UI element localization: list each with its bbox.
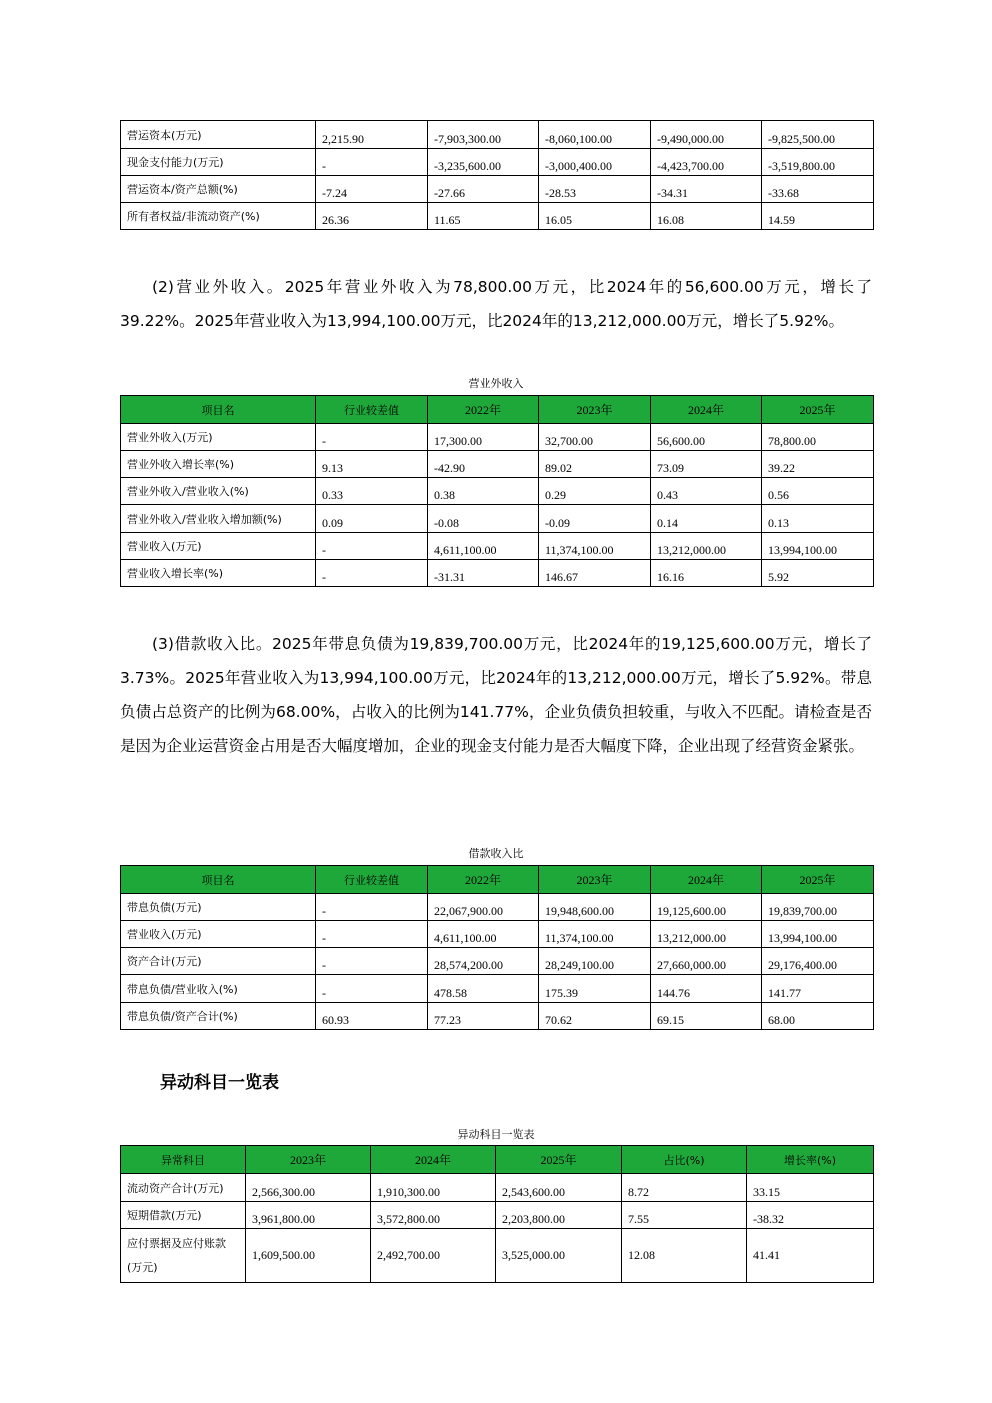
column-header: 增长率(%): [747, 1146, 874, 1174]
column-header: 行业较差值: [316, 866, 428, 894]
table-row: [121, 533, 874, 560]
section-heading: 异动科目一览表: [160, 1073, 279, 1093]
table-cell: 478.58: [428, 975, 539, 1003]
table-caption: 借款收入比: [468, 847, 524, 860]
column-header: 2023年: [539, 396, 651, 424]
table-cell: -0.08: [428, 505, 539, 533]
column-header: 项目名: [121, 396, 316, 424]
row-label: 带息负债(万元): [121, 894, 316, 921]
table-cell: 13,212,000.00: [651, 533, 762, 560]
row-label: 营业收入(万元): [121, 533, 316, 560]
table-cell: -3,519,800.00: [762, 149, 874, 176]
table-cell: 19,125,600.00: [651, 894, 762, 921]
table-cell: 11,374,100.00: [539, 533, 651, 560]
top-table: [120, 120, 874, 230]
row-label: 营业收入增长率(%): [121, 560, 316, 587]
table-cell: 16.08: [651, 203, 762, 230]
table-cell: 56,600.00: [651, 424, 762, 451]
table-cell: 175.39: [539, 975, 651, 1003]
table-cell: 146.67: [539, 560, 651, 587]
row-label: 营业外收入/营业收入增加额(%): [121, 505, 316, 533]
table-row: [121, 478, 874, 505]
table-cell: 73.09: [651, 451, 762, 478]
column-header: 2024年: [651, 396, 762, 424]
table-cell: -: [316, 560, 428, 587]
table-cell: 89.02: [539, 451, 651, 478]
table-cell: 2,543,600.00: [496, 1174, 622, 1202]
table-row: [121, 203, 874, 230]
table-cell: -34.31: [651, 176, 762, 203]
table-cell: -: [316, 533, 428, 560]
table-cell: 11.65: [428, 203, 539, 230]
table-cell: 3,961,800.00: [246, 1202, 371, 1229]
table-cell: -0.09: [539, 505, 651, 533]
borrowing-income-table: [120, 865, 874, 1030]
table-row: [121, 948, 874, 975]
table-cell: 0.14: [651, 505, 762, 533]
column-header: 2024年: [371, 1146, 496, 1174]
table-cell: 4,611,100.00: [428, 533, 539, 560]
table-cell: -9,825,500.00: [762, 121, 874, 149]
table-row: [121, 921, 874, 948]
column-header: 2024年: [651, 866, 762, 894]
row-label: 带息负债/资产合计(%): [121, 1003, 316, 1030]
table-cell: 5.92: [762, 560, 874, 587]
abnormal-items-table: [120, 1145, 874, 1283]
row-label: 资产合计(万元): [121, 948, 316, 975]
table-cell: -: [316, 894, 428, 921]
table-cell: 78,800.00: [762, 424, 874, 451]
table-row: [121, 1174, 874, 1202]
column-header: 2025年: [762, 866, 874, 894]
table-cell: 26.36: [316, 203, 428, 230]
table-cell: 69.15: [651, 1003, 762, 1030]
table-cell: -33.68: [762, 176, 874, 203]
table-cell: 141.77: [762, 975, 874, 1003]
row-label: 带息负债/营业收入(%): [121, 975, 316, 1003]
paragraph-borrowing-income-ratio: (3)借款收入比。2025年带息负债为19,839,700.00万元，比2024年的19,125,600.00万元，增长了3.73%。2025年营业收入为13,994,100.00万元，比2024年的13,212,000.00万元，增长了5.92%。带息负债占总资产的比例为68.00%，占收入的比例为141.77%，企业负债负担较重，与收入不匹配。请检查是否是因为企业运营资金占用是否大幅度增加，企业的现金支付能力是否大幅度下降，企业出现了经营资金紧张。: [120, 635, 872, 755]
table-cell: 2,492,700.00: [371, 1229, 496, 1283]
table-row: [121, 1229, 874, 1283]
table-cell: 39.22: [762, 451, 874, 478]
table-cell: 0.33: [316, 478, 428, 505]
table-cell: 0.43: [651, 478, 762, 505]
column-header: 行业较差值: [316, 396, 428, 424]
column-header: 2025年: [762, 396, 874, 424]
table-row: [121, 560, 874, 587]
table-cell: 0.09: [316, 505, 428, 533]
column-header: 异常科目: [121, 1146, 246, 1174]
table-cell: 16.16: [651, 560, 762, 587]
row-label: 营业外收入(万元): [121, 424, 316, 451]
row-label: 现金支付能力(万元): [121, 149, 316, 176]
table-row: [121, 121, 874, 149]
column-header: 2022年: [428, 396, 539, 424]
table-cell: 0.38: [428, 478, 539, 505]
table-cell: 13,994,100.00: [762, 533, 874, 560]
table-cell: 144.76: [651, 975, 762, 1003]
table-row: [121, 149, 874, 176]
column-header: 2025年: [496, 1146, 622, 1174]
table-row: [121, 451, 874, 478]
table-cell: -42.90: [428, 451, 539, 478]
table-cell: 0.56: [762, 478, 874, 505]
table-row: [121, 176, 874, 203]
table-cell: -7,903,300.00: [428, 121, 539, 149]
table-cell: 32,700.00: [539, 424, 651, 451]
table-cell: -8,060,100.00: [539, 121, 651, 149]
column-header: 2023年: [246, 1146, 371, 1174]
table-cell: 2,215.90: [316, 121, 428, 149]
table-cell: 19,839,700.00: [762, 894, 874, 921]
table-cell: 28,249,100.00: [539, 948, 651, 975]
table-cell: -3,235,600.00: [428, 149, 539, 176]
table-row: [121, 1003, 874, 1030]
table-cell: 17,300.00: [428, 424, 539, 451]
table-row: [121, 894, 874, 921]
table-cell: -7.24: [316, 176, 428, 203]
paragraph-nonoperating-income: (2)营业外收入。2025年营业外收入为78,800.00万元，比2024年的56,600.00万元，增长了39.22%。2025年营业收入为13,994,100.00万元，比2024年的13,212,000.00万元，增长了5.92%。: [120, 278, 872, 330]
table-cell: 70.62: [539, 1003, 651, 1030]
row-label: 应付票据及应付账款(万元): [121, 1229, 246, 1283]
row-label: 营业收入(万元): [121, 921, 316, 948]
table-cell: 60.93: [316, 1003, 428, 1030]
table-row: [121, 424, 874, 451]
table-cell: -: [316, 424, 428, 451]
table-cell: 1,609,500.00: [246, 1229, 371, 1283]
table-cell: 68.00: [762, 1003, 874, 1030]
nonoperating-income-table: [120, 395, 874, 587]
table-row: [121, 505, 874, 533]
table-row: [121, 975, 874, 1003]
column-header: 2022年: [428, 866, 539, 894]
table-cell: 2,203,800.00: [496, 1202, 622, 1229]
table-cell: 33.15: [747, 1174, 874, 1202]
table-cell: 13,212,000.00: [651, 921, 762, 948]
table-cell: 9.13: [316, 451, 428, 478]
table-cell: 3,572,800.00: [371, 1202, 496, 1229]
table-caption: 营业外收入: [468, 377, 524, 390]
column-header: 项目名: [121, 866, 316, 894]
table-cell: -: [316, 948, 428, 975]
table-cell: 14.59: [762, 203, 874, 230]
table-cell: 4,611,100.00: [428, 921, 539, 948]
table-cell: 7.55: [622, 1202, 747, 1229]
table-cell: 77.23: [428, 1003, 539, 1030]
row-label: 流动资产合计(万元): [121, 1174, 246, 1202]
row-label: 营业外收入/营业收入(%): [121, 478, 316, 505]
table-cell: -31.31: [428, 560, 539, 587]
table-cell: -: [316, 921, 428, 948]
table-cell: 11,374,100.00: [539, 921, 651, 948]
table-cell: 22,067,900.00: [428, 894, 539, 921]
table-cell: 8.72: [622, 1174, 747, 1202]
table-cell: -38.32: [747, 1202, 874, 1229]
row-label: 短期借款(万元): [121, 1202, 246, 1229]
row-label: 营运资本/资产总额(%): [121, 176, 316, 203]
table-cell: 3,525,000.00: [496, 1229, 622, 1283]
table-cell: -4,423,700.00: [651, 149, 762, 176]
table-cell: 27,660,000.00: [651, 948, 762, 975]
row-label: 营运资本(万元): [121, 121, 316, 149]
table-caption: 异动科目一览表: [457, 1128, 535, 1141]
table-cell: -: [316, 975, 428, 1003]
table-row: [121, 1202, 874, 1229]
table-cell: 1,910,300.00: [371, 1174, 496, 1202]
column-header: 2023年: [539, 866, 651, 894]
table-cell: 12.08: [622, 1229, 747, 1283]
table-cell: -3,000,400.00: [539, 149, 651, 176]
column-header: 占比(%): [622, 1146, 747, 1174]
table-cell: 0.29: [539, 478, 651, 505]
table-cell: -: [316, 149, 428, 176]
table-cell: 2,566,300.00: [246, 1174, 371, 1202]
table-cell: -9,490,000.00: [651, 121, 762, 149]
table-cell: 13,994,100.00: [762, 921, 874, 948]
table-cell: -28.53: [539, 176, 651, 203]
table-cell: 0.13: [762, 505, 874, 533]
row-label: 营业外收入增长率(%): [121, 451, 316, 478]
table-cell: 41.41: [747, 1229, 874, 1283]
table-cell: 28,574,200.00: [428, 948, 539, 975]
table-cell: 16.05: [539, 203, 651, 230]
table-cell: -27.66: [428, 176, 539, 203]
table-cell: 19,948,600.00: [539, 894, 651, 921]
row-label: 所有者权益/非流动资产(%): [121, 203, 316, 230]
table-cell: 29,176,400.00: [762, 948, 874, 975]
